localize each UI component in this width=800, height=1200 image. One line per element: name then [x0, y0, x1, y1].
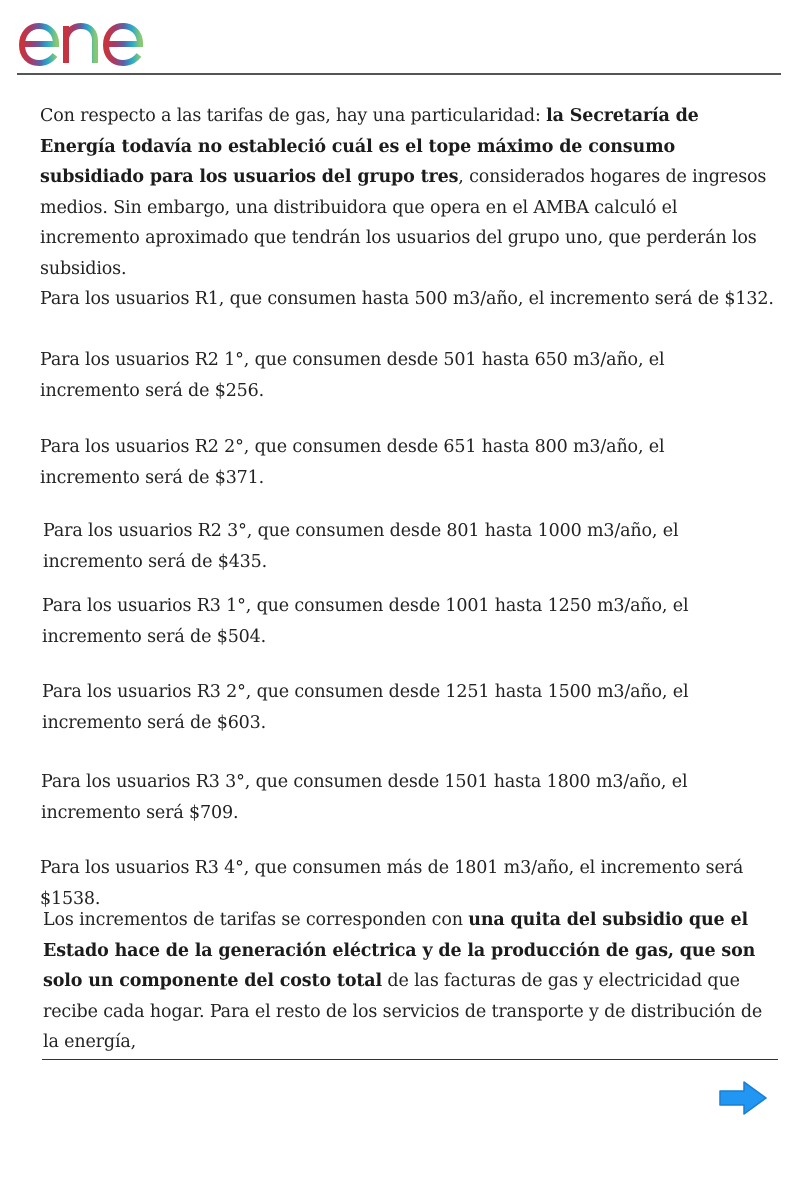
paragraph-r2-2: Para los usuarios R2 2°, que consumen desde 651 hasta 800 m3/año, el incremento será de $371.	[40, 437, 665, 488]
right-arrow-icon	[716, 1079, 770, 1117]
enel-logo[interactable]	[16, 6, 172, 68]
paragraph-highlight: la Secretaría de Energía todavía no estableció cuál es el tope máximo de consumo subsidiado para los usuarios del grupo tres	[40, 106, 699, 187]
paragraph-highlight: una quita del subsidio que el Estado hace de la generación eléctrica y de la producción de gas, que son solo un componente del costo total	[43, 910, 756, 991]
paragraph-r3-2: Para los usuarios R3 2°, que consumen desde 1251 hasta 1500 m3/año, el incremento será de $603.	[42, 682, 689, 733]
paragraph-r2-1: Para los usuarios R2 1°, que consumen desde 501 hasta 650 m3/año, el incremento será de $256.	[40, 350, 665, 401]
header-divider	[17, 73, 781, 75]
next-page-button[interactable]	[716, 1079, 770, 1117]
paragraph-r3-4: Para los usuarios R3 4°, que consumen más de 1801 m3/año, el incremento será $1538.	[40, 858, 744, 909]
paragraph-r3-1: Para los usuarios R3 1°, que consumen desde 1001 hasta 1250 m3/año, el incremento será de $504.	[42, 596, 689, 647]
paragraph-text: Con respecto a las tarifas de gas, hay una particularidad:	[40, 106, 547, 126]
paragraph-text: , considerados hogares de ingresos medios. Sin embargo, una distribuidora que opera en el AMBA calculó el incremento aproximado que tendrán los usuarios del grupo uno, que perderán los subsidios.	[40, 167, 767, 279]
paragraph-intro	[40, 101, 775, 284]
paragraph-r2-3: Para los usuarios R2 3°, que consumen desde 801 hasta 1000 m3/año, el incremento será de $435.	[43, 521, 679, 572]
paragraph-r1: Para los usuarios R1, que consumen hasta 500 m3/año, el incremento será de $132.	[40, 289, 774, 309]
header	[0, 0, 800, 76]
paragraph-text: de las facturas de gas y electricidad que recibe cada hogar. Para el resto de los servicios de transporte y de distribución de la energía,	[43, 971, 763, 1052]
paragraph-subsidy	[43, 905, 778, 1058]
paragraph-text: Los incrementos de tarifas se corresponden con	[43, 910, 469, 930]
paragraph-r3-3: Para los usuarios R3 3°, que consumen desde 1501 hasta 1800 m3/año, el incremento será $709.	[41, 772, 688, 823]
footer-divider	[42, 1059, 778, 1060]
